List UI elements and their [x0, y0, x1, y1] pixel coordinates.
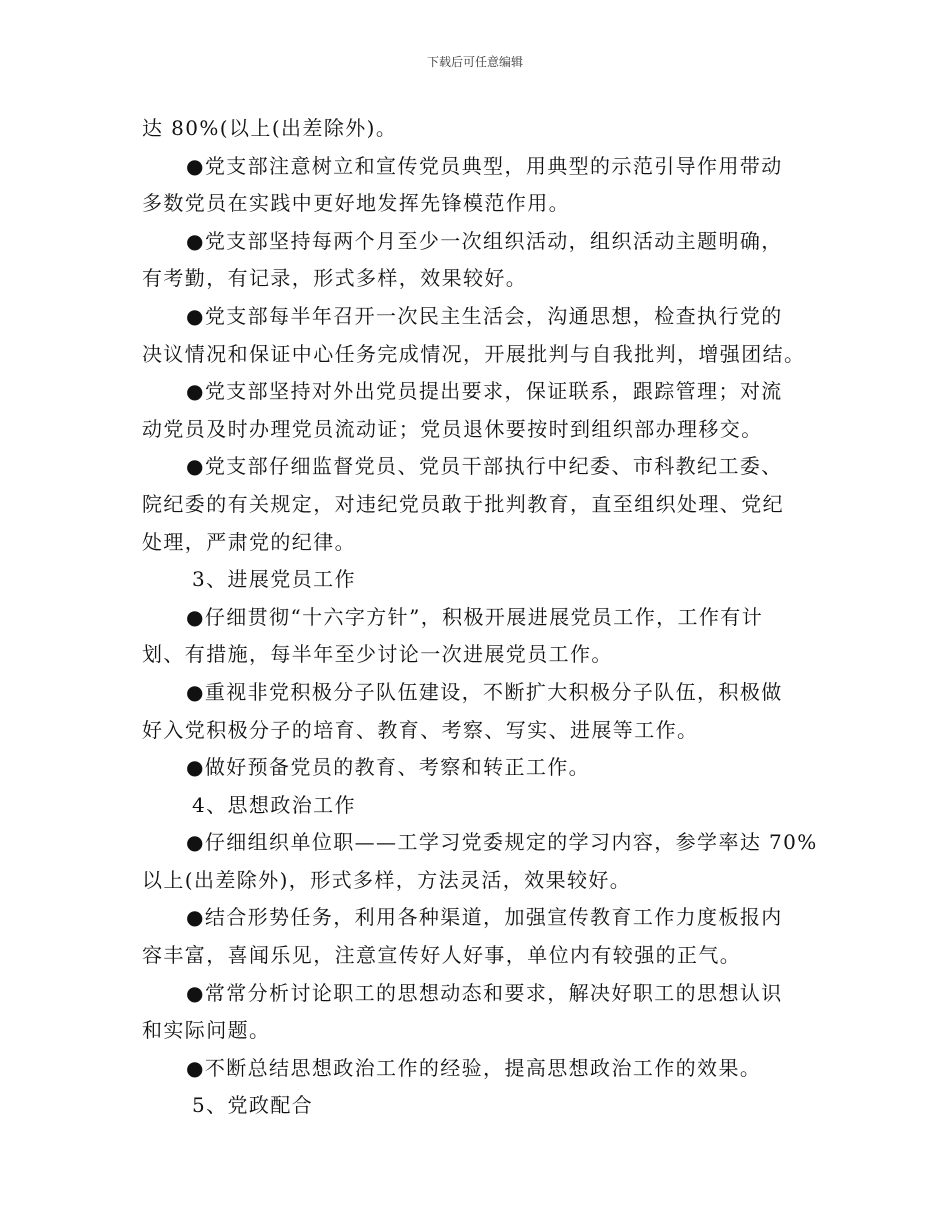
- bullet-paragraph-line: ●不断总结思想政治工作的经验，提高思想政治工作的效果。: [186, 1055, 762, 1080]
- bullet-paragraph-line: ●常常分析讨论职工的思想动态和要求，解决好职工的思想认识: [186, 980, 783, 1005]
- text-line: 有考勤，有记录，形式多样，效果较好。: [142, 266, 528, 291]
- page-header: 下载后可任意编辑: [426, 55, 523, 69]
- bullet-paragraph-line: ●仔细组织单位职——工学习党委规定的学习内容，参学率达 70%: [186, 830, 818, 855]
- bullet-paragraph-line: ●党支部坚持对外出党员提出要求，保证联系，跟踪管理；对流: [186, 379, 783, 404]
- text-line: 划、有措施，每半年至少讨论一次进展党员工作。: [142, 642, 613, 667]
- bullet-paragraph-line: ●重视非党积极分子队伍建设，不断扩大积极分子队伍，积极做: [186, 679, 783, 704]
- text-line: 多数党员在实践中更好地发挥先锋模范作用。: [142, 191, 570, 216]
- text-line: 以上(出差除外)，形式多样，方法灵活，效果较好。: [142, 867, 632, 892]
- text-line: 达 80%(以上(出差除外)。: [142, 116, 398, 140]
- section-heading: 4、思想政治工作: [192, 792, 356, 817]
- text-line: 动党员及时办理党员流动证；党员退休要按时到组织部办理移交。: [142, 416, 763, 441]
- text-line: 容丰富，喜闻乐见，注意宣传好人好事，单位内有较强的正气。: [142, 943, 742, 968]
- bullet-paragraph-line: ●党支部注意树立和宣传党员典型，用典型的示范引导作用带动: [186, 153, 783, 178]
- text-line: 处理，严肃党的纪律。: [142, 529, 356, 554]
- bullet-paragraph-line: ●做好预备党员的教育、考察和转正工作。: [186, 755, 591, 780]
- bullet-paragraph-line: ●仔细贯彻“十六字方针”，积极开展进展党员工作，工作有计: [186, 604, 764, 629]
- text-line: 院纪委的有关规定，对违纪党员敢于批判教育，直至组织处理、党纪: [142, 491, 784, 516]
- document-body: [142, 110, 818, 1125]
- text-line: 好入党积极分子的培育、教育、考察、写实、进展等工作。: [142, 717, 699, 742]
- bullet-paragraph-line: ●党支部坚持每两个月至少一次组织活动，组织活动主题明确，: [186, 228, 783, 253]
- section-heading: 5、党政配合: [192, 1093, 314, 1118]
- text-line: 决议情况和保证中心任务完成情况，开展批判与自我批判，增强团结。: [142, 341, 806, 366]
- text-line: 和实际问题。: [142, 1018, 271, 1043]
- section-heading: 3、进展党员工作: [192, 567, 356, 592]
- bullet-paragraph-line: ●结合形势任务，利用各种渠道，加强宣传教育工作力度板报内: [186, 905, 783, 930]
- bullet-paragraph-line: ●党支部每半年召开一次民主生活会，沟通思想，检查执行党的: [186, 303, 783, 328]
- bullet-paragraph-line: ●党支部仔细监督党员、党员干部执行中纪委、市科教纪工委、: [186, 454, 783, 479]
